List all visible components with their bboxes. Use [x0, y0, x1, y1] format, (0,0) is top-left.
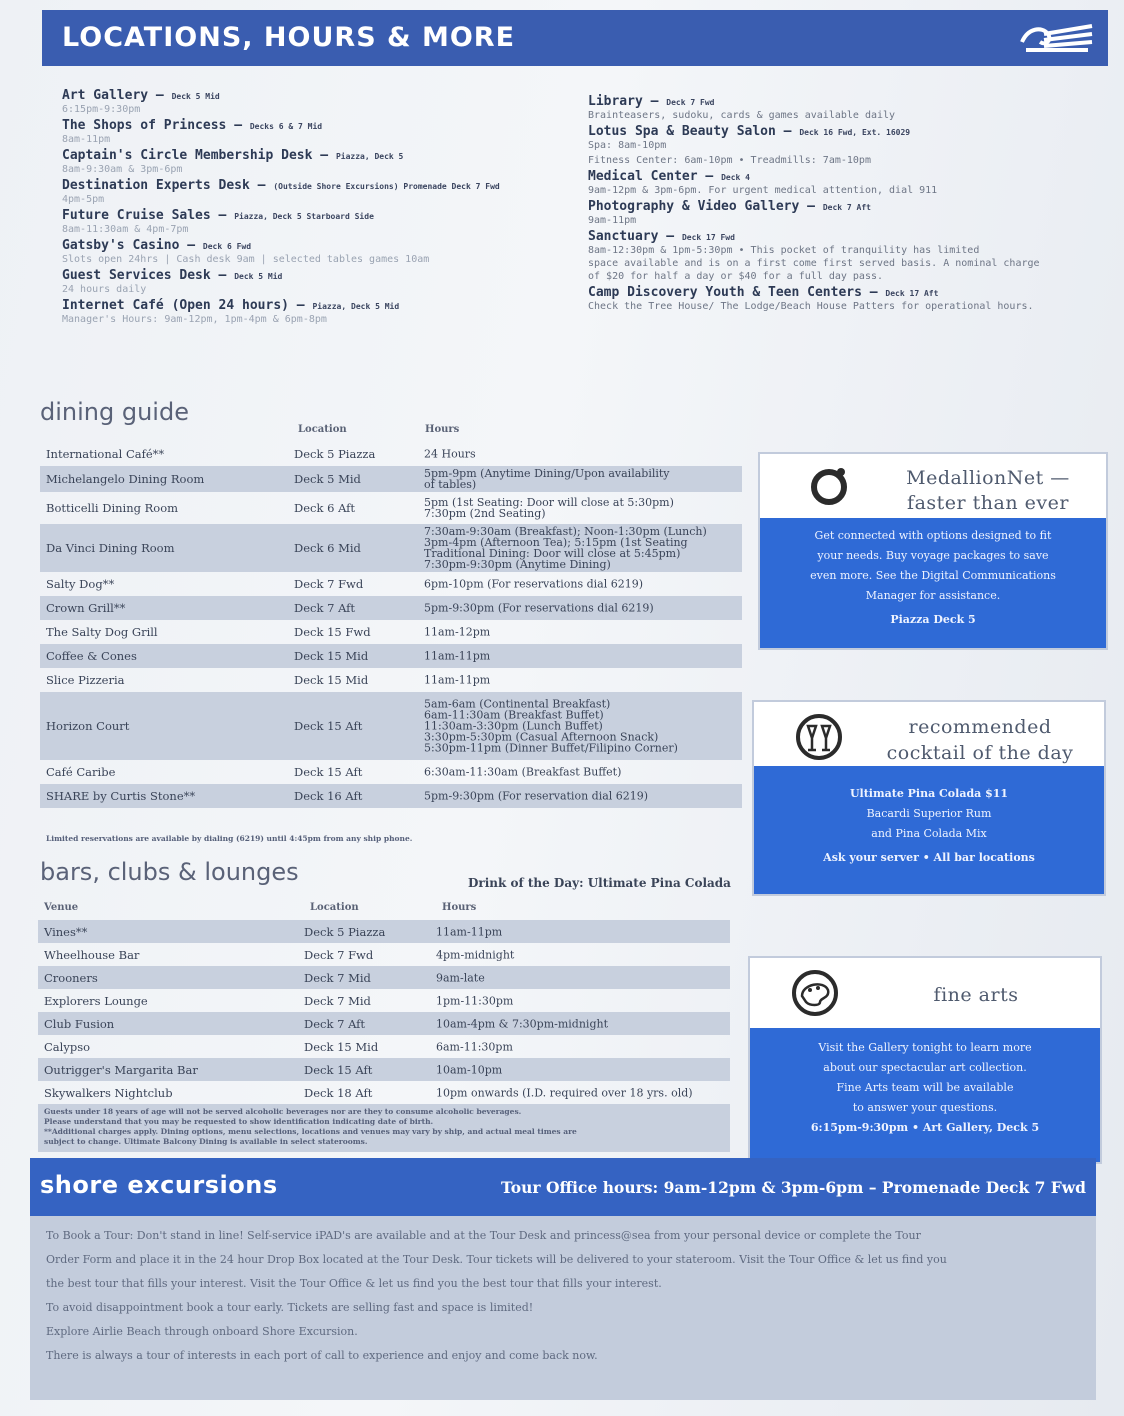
cocktail-box	[752, 700, 1106, 896]
bars-disclaimer	[38, 1104, 730, 1152]
bar-hours: 10am-4pm & 7:30pm-midnight	[436, 1017, 608, 1030]
bar-location: Deck 7 Mid	[304, 970, 371, 985]
dining-hours: 11am-11pm	[424, 649, 491, 663]
location-name-text: Camp Discovery Youth & Teen Centers	[588, 285, 862, 300]
location-detail: Fitness Center: 6am-10pm • Treadmills: 7am-10pm	[588, 155, 871, 166]
location-name-text: Medical Center	[588, 169, 698, 184]
dining-note: Limited reservations are available by dialing (6219) until 4:45pm from any ship phone.	[46, 834, 413, 843]
bar-row	[38, 1012, 730, 1035]
bar-hours: 4pm-midnight	[436, 948, 515, 961]
location-detail: Check the Tree House/ The Lodge/Beach House Patters for operational hours.	[588, 301, 1034, 312]
disclaimer-line: **Additional charges apply. Dining options, menu selections, locations and venues may vary by ship, and actual meal times are	[44, 1127, 577, 1136]
fine-arts-line: to answer your questions.	[852, 1101, 998, 1114]
location-detail: 8am-11pm	[62, 134, 111, 145]
dining-location: Deck 5 Mid	[294, 472, 361, 486]
fine-arts-line: about our spectacular art collection.	[823, 1061, 1027, 1074]
location-name-text: Art Gallery	[62, 88, 149, 103]
bar-location: Deck 15 Mid	[304, 1039, 379, 1054]
medallionnet-line: Manager for assistance.	[865, 589, 1001, 602]
bar-location: Deck 15 Aft	[304, 1062, 373, 1077]
location-detail: Slots open 24hrs | Cash desk 9am | selected tables games 10am	[62, 254, 430, 265]
fine-arts-body	[750, 1028, 1100, 1162]
location-item	[62, 298, 552, 326]
dining-hours-header: Hours	[425, 424, 460, 435]
dining-location: Deck 15 Mid	[294, 673, 369, 687]
cocktail-line: Bacardi Superior Rum	[866, 807, 992, 820]
bar-location: Deck 7 Aft	[304, 1016, 366, 1031]
dining-location: Deck 7 Fwd	[294, 577, 364, 591]
medallionnet-location: Piazza Deck 5	[890, 613, 976, 626]
location-dash: —	[861, 285, 886, 300]
dining-venue: Botticelli Dining Room	[46, 501, 179, 515]
location-name-text: Library	[588, 94, 643, 109]
bar-hours: 6am-11:30pm	[436, 1040, 513, 1053]
location-dash: —	[799, 199, 823, 214]
dining-venue: Salty Dog**	[46, 577, 115, 591]
dining-location: Deck 15 Aft	[294, 719, 363, 733]
fine-arts-line: Visit the Gallery tonight to learn more	[818, 1041, 1032, 1054]
dining-location: Deck 15 Aft	[294, 765, 363, 779]
shore-line: Order Form and place it in the 24 hour Drop Box located at the Tour Desk. Tour tickets will be delivered to your stateroom. Visit the Tour Office & let us find you	[46, 1253, 947, 1266]
dining-venue: Coffee & Cones	[46, 649, 137, 663]
bars-venue-header: Venue	[44, 902, 79, 913]
bar-venue: Crooners	[44, 970, 98, 985]
location-dash: —	[288, 298, 313, 313]
bar-row	[38, 1035, 730, 1058]
location-dash: —	[226, 118, 250, 133]
bar-venue: Skywalkers Nightclub	[44, 1085, 173, 1100]
bar-row	[38, 920, 730, 943]
location-detail: Spa: 8am-10pm	[588, 140, 667, 151]
location-name	[588, 94, 1108, 109]
dining-row	[40, 492, 742, 524]
bar-venue: Outrigger's Margarita Bar	[44, 1062, 198, 1077]
cocktail-body	[754, 766, 1104, 894]
dining-location: Deck 6 Aft	[294, 501, 356, 515]
medallionnet-title	[870, 466, 1106, 516]
location-name-text: Internet Café (Open 24 hours)	[62, 298, 289, 313]
location-name	[62, 178, 552, 193]
dining-venue: Slice Pizzeria	[46, 673, 125, 687]
dining-hours: 6:30am-11:30am (Breakfast Buffet)	[424, 765, 622, 779]
dining-venue: SHARE by Curtis Stone**	[46, 789, 196, 803]
bar-hours: 10pm onwards (I.D. required over 18 yrs. old)	[436, 1086, 693, 1099]
dining-row	[40, 442, 742, 466]
location-item	[588, 199, 1108, 227]
cocktail-title-line2: cocktail of the day	[886, 742, 1074, 764]
location-name	[62, 88, 552, 103]
medallionnet-title-line1: MedallionNet —	[906, 467, 1070, 489]
princess-seawitch-logo-icon	[1018, 20, 1096, 56]
location-detail: 4pm-5pm	[62, 194, 105, 205]
dining-location: Deck 15 Fwd	[294, 625, 371, 639]
dining-venue: Café Caribe	[46, 765, 116, 779]
dining-row	[40, 760, 742, 784]
shore-excursions-title: shore excursions	[40, 1171, 278, 1199]
disclaimer-line: subject to change. Ultimate Balcony Dining is available in select staterooms.	[44, 1137, 368, 1146]
art-palette-icon	[790, 968, 840, 1018]
location-name	[588, 229, 1108, 244]
shore-line: There is always a tour of interests in each port of call to experience and enjoy and come back now.	[46, 1349, 598, 1362]
location-item	[62, 268, 552, 296]
location-name	[62, 118, 552, 133]
bar-location: Deck 18 Aft	[304, 1085, 373, 1100]
location-dash: —	[697, 169, 722, 184]
medallionnet-box	[758, 452, 1108, 650]
cocktail-title	[860, 714, 1100, 766]
medallion-icon	[806, 462, 852, 508]
location-deck: Deck 16 Fwd, Ext. 16029	[799, 128, 911, 137]
cocktail-title-line1: recommended	[908, 716, 1052, 738]
location-item	[588, 154, 1108, 167]
location-name-text: Captain's Circle Membership Desk	[62, 148, 313, 163]
bar-venue: Calypso	[44, 1039, 91, 1054]
bar-hours: 9am-late	[436, 971, 485, 984]
medallionnet-line: even more. See the Digital Communications	[810, 569, 1056, 582]
location-detail: 24 hours daily	[62, 284, 147, 295]
location-dash: —	[775, 124, 800, 139]
bar-venue: Vines**	[44, 924, 88, 939]
tour-office-hours: Tour Office hours: 9am-12pm & 3pm-6pm – Promenade Deck 7 Fwd	[501, 1178, 1086, 1197]
dining-row	[40, 692, 742, 760]
bars-title: bars, clubs & lounges	[40, 858, 299, 886]
dining-hours: 5pm-9:30pm (For reservation dial 6219)	[424, 789, 649, 803]
header-banner	[42, 10, 1108, 66]
bar-row	[38, 989, 730, 1012]
location-dash: —	[658, 229, 682, 244]
dining-row	[40, 524, 742, 572]
location-dash: —	[148, 88, 172, 103]
location-item	[62, 118, 552, 146]
location-dash: —	[210, 268, 235, 283]
dining-row	[40, 596, 742, 620]
location-deck: Deck 6 Fwd	[202, 242, 252, 251]
cocktail-line: and Pina Colada Mix	[871, 827, 987, 840]
cocktail-glasses-icon	[794, 712, 844, 762]
bar-venue: Club Fusion	[44, 1016, 115, 1031]
location-detail: 8am-12:30pm & 1pm-5:30pm • This pocket of tranquility has limited	[588, 245, 980, 256]
page-title: LOCATIONS, HOURS & MORE	[62, 22, 516, 53]
location-detail: Manager's Hours: 9am-12pm, 1pm-4pm & 6pm-8pm	[62, 314, 327, 325]
location-deck: Deck 17 Aft	[885, 289, 939, 298]
bars-table	[38, 920, 730, 1104]
dining-row	[40, 644, 742, 668]
fine-arts-line: Fine Arts team will be available	[836, 1081, 1014, 1094]
location-item	[62, 208, 552, 236]
dining-hours: 24 Hours	[424, 447, 476, 461]
dining-location: Deck 15 Mid	[294, 649, 369, 663]
location-item	[62, 148, 552, 176]
shore-excursions-banner	[30, 1158, 1096, 1216]
location-item	[62, 238, 552, 266]
shore-line: To avoid disappointment book a tour early. Tickets are selling fast and space is limited!	[46, 1301, 534, 1314]
dining-venue: The Salty Dog Grill	[46, 625, 158, 639]
dining-guide-title: dining guide	[40, 398, 189, 426]
location-detail: 9am-12pm & 3pm-6pm. For urgent medical attention, dial 911	[588, 185, 938, 196]
dining-location: Deck 16 Aft	[294, 789, 363, 803]
location-item	[588, 285, 1108, 313]
location-detail: of $20 for half a day or $40 for a full day pass.	[588, 271, 884, 282]
bar-hours: 10am-10pm	[436, 1063, 503, 1076]
medallionnet-line: your needs. Buy voyage packages to save	[817, 549, 1049, 562]
location-name-text: Photography & Video Gallery	[588, 199, 800, 214]
location-name	[588, 199, 1108, 214]
bar-row	[38, 1058, 730, 1081]
dining-row	[40, 572, 742, 596]
location-deck: Piazza, Deck 5 Starboard Side	[234, 212, 374, 221]
bars-location-header: Location	[310, 902, 359, 913]
location-deck: Deck 7 Aft	[822, 203, 871, 212]
shore-line: Explore Airlie Beach through onboard Shore Excursion.	[46, 1325, 358, 1338]
dining-venue: Michelangelo Dining Room	[46, 472, 205, 486]
cocktail-name: Ultimate Pina Colada $11	[849, 787, 1009, 800]
dining-venue: Horizon Court	[46, 719, 130, 733]
location-name-text: The Shops of Princess	[62, 118, 227, 133]
shore-line: the best tour that fills your interest. Visit the Tour Office & let us find you the best tour that fills your interest.	[46, 1277, 662, 1290]
fine-arts-title: fine arts	[933, 984, 1019, 1006]
location-deck: Decks 6 & 7 Mid	[249, 122, 323, 131]
location-detail: Brainteasers, sudoku, cards & games available daily	[588, 110, 896, 121]
location-name	[588, 285, 1108, 300]
location-name	[62, 268, 552, 283]
location-name	[62, 298, 552, 313]
medallionnet-title-line2: faster than ever	[907, 492, 1069, 514]
location-deck: Deck 5 Mid	[234, 272, 283, 281]
bar-location: Deck 7 Mid	[304, 993, 371, 1008]
location-item	[588, 94, 1108, 122]
location-name-text: Destination Experts Desk	[62, 178, 250, 193]
location-name	[62, 238, 552, 253]
dining-location-header: Location	[298, 424, 347, 435]
location-deck: Deck 5 Mid	[171, 92, 220, 101]
location-deck: Deck 4	[721, 173, 750, 182]
dining-venue: Da Vinci Dining Room	[46, 541, 175, 555]
location-name	[588, 169, 1108, 184]
bar-row	[38, 943, 730, 966]
disclaimer-line: Guests under 18 years of age will not be served alcoholic beverages nor are they to consume alcoholic beverages.	[44, 1107, 522, 1116]
dining-location: Deck 7 Aft	[294, 601, 356, 615]
location-name-text: Gatsby's Casino	[62, 238, 180, 253]
dining-venue: International Café**	[46, 447, 165, 461]
dining-row	[40, 466, 742, 492]
dining-hours: 6pm-10pm (For reservations dial 6219)	[424, 577, 644, 591]
dining-venue: Crown Grill**	[46, 601, 126, 615]
location-deck: Deck 17 Fwd	[681, 233, 735, 242]
location-item	[62, 88, 552, 116]
dining-hours: 11am-12pm	[424, 625, 491, 639]
disclaimer-line: Please understand that you may be requested to show identification indicating date of birth.	[44, 1117, 434, 1126]
location-dash: —	[312, 148, 336, 163]
location-name	[62, 148, 552, 163]
location-detail: space available and is on a first come first served basis. A nominal charge	[588, 258, 1040, 269]
location-detail: 6:15pm-9:30pm	[62, 104, 141, 115]
fine-arts-footer: 6:15pm-9:30pm • Art Gallery, Deck 5	[810, 1121, 1040, 1134]
dining-hours: 5pm (1st Seating: Door will close at 5:30pm) 7:30pm (2nd Seating)	[424, 496, 674, 520]
dining-row	[40, 784, 742, 808]
location-name	[62, 208, 552, 223]
location-dash: —	[642, 94, 667, 109]
locations-left-column	[62, 88, 552, 328]
bar-hours: 11am-11pm	[436, 925, 503, 938]
location-dash: —	[210, 208, 235, 223]
bar-location: Deck 5 Piazza	[304, 924, 386, 939]
bar-venue: Explorers Lounge	[44, 993, 148, 1008]
location-detail: 8am-11:30am & 4pm-7pm	[62, 224, 189, 235]
location-deck: Piazza, Deck 5	[335, 152, 404, 161]
dining-hours: 5pm-9:30pm (For reservations dial 6219)	[424, 601, 654, 615]
location-name-text: Lotus Spa & Beauty Salon	[588, 124, 776, 139]
location-item	[588, 229, 1108, 283]
medallionnet-line: Get connected with options designed to fit	[814, 529, 1052, 542]
location-name-text: Sanctuary	[588, 229, 659, 244]
location-deck: Deck 7 Fwd	[666, 98, 715, 107]
bar-row	[38, 966, 730, 989]
location-dash: —	[179, 238, 203, 253]
dining-hours: 5am-6am (Continental Breakfast) 6am-11:30am (Breakfast Buffet) 11:30am-3:30pm (Lunch Buffet) 3:30pm-5:30pm (Casual Afternoon Snack) 5:30pm-11pm (Dinner Buffet/Filipino Corner)	[424, 697, 678, 755]
bars-hours-header: Hours	[442, 902, 477, 913]
bar-location: Deck 7 Fwd	[304, 947, 374, 962]
location-item	[588, 169, 1108, 197]
location-detail: 8am-9:30am & 3pm-6pm	[62, 164, 183, 175]
bar-hours: 1pm-11:30pm	[436, 994, 514, 1007]
medallionnet-body	[760, 518, 1106, 648]
dining-row	[40, 668, 742, 692]
shore-excursions-body	[30, 1216, 1096, 1400]
location-dash: —	[249, 178, 274, 193]
location-deck: Piazza, Deck 5 Mid	[312, 302, 400, 311]
location-deck: (Outside Shore Excursions) Promenade Deck 7 Fwd	[273, 182, 500, 191]
cocktail-footer: Ask your server • All bar locations	[823, 851, 1035, 864]
dining-location: Deck 5 Piazza	[294, 447, 376, 461]
dining-hours: 11am-11pm	[424, 673, 491, 687]
bar-venue: Wheelhouse Bar	[44, 947, 140, 962]
shore-line: To Book a Tour: Don't stand in line! Self-service iPAD's are available and at the Tour Desk and princess@sea from your personal device or complete the Tour	[46, 1229, 921, 1242]
drink-of-the-day: Drink of the Day: Ultimate Pina Colada	[468, 876, 731, 890]
dining-row	[40, 620, 742, 644]
location-name-text: Guest Services Desk	[62, 268, 211, 283]
bar-row	[38, 1081, 730, 1104]
fine-arts-box	[748, 956, 1102, 1164]
location-detail: 9am-11pm	[588, 215, 637, 226]
locations-right-column	[588, 94, 1108, 315]
location-item	[588, 124, 1108, 152]
dining-location: Deck 6 Mid	[294, 541, 361, 555]
location-name-text: Future Cruise Sales	[62, 208, 211, 223]
dining-table	[40, 442, 742, 808]
location-item	[62, 178, 552, 206]
dining-hours: 5pm-9pm (Anytime Dining/Upon availability of tables)	[424, 467, 670, 491]
dining-hours: 7:30am-9:30am (Breakfast); Noon-1:30pm (Lunch) 3pm-4pm (Afternoon Tea); 5:15pm (1st Seating Traditional Dining: Door will close at 5:45pm) 7:30pm-9:30pm (Anytime Dining)	[424, 525, 707, 571]
location-name	[588, 124, 1108, 139]
